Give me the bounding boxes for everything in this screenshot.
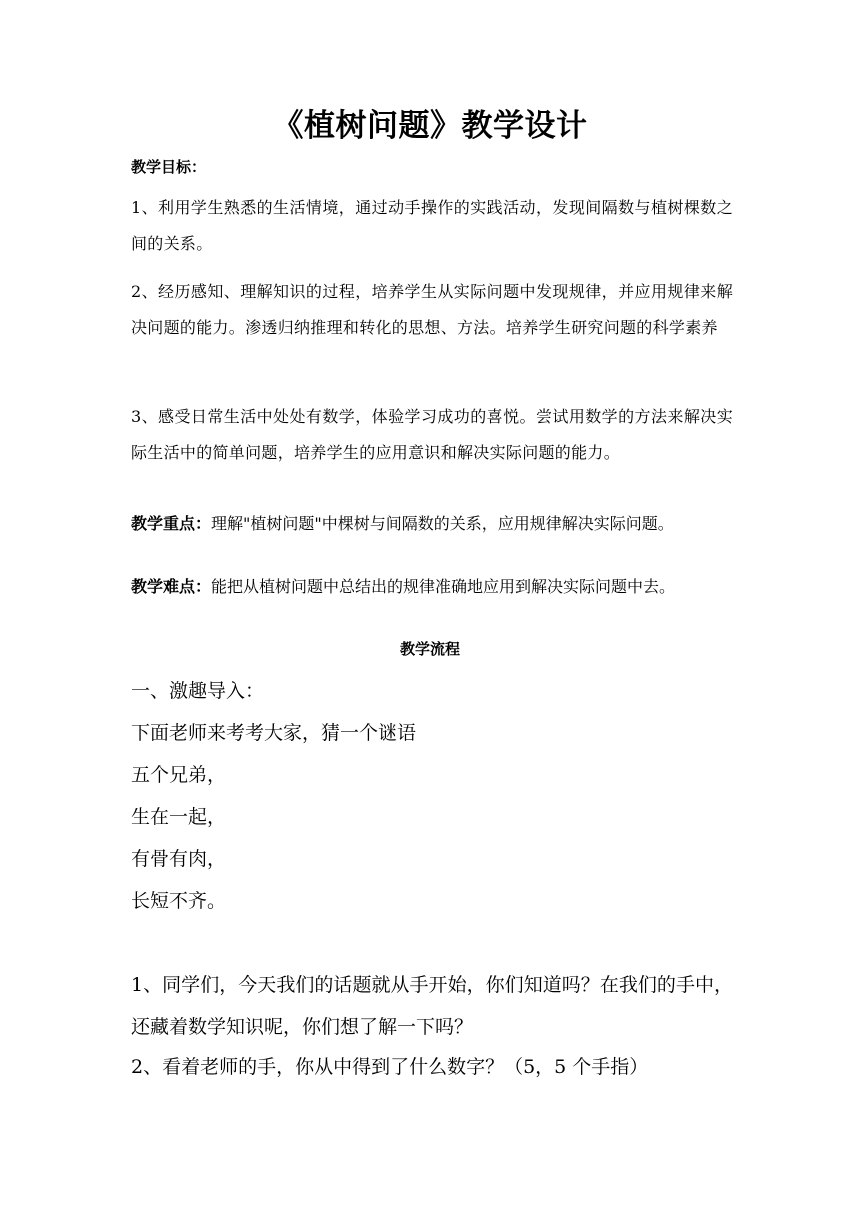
teaching-goals-heading: 教学目标： (131, 158, 207, 176)
teaching-goal-item: 1、利用学生熟悉的生活情境，通过动手操作的实践活动，发现间隔数与植树棵数之间的关系。 (131, 198, 733, 253)
key-point-text: 理解"植树问题"中棵树与间隔数的关系，应用规律解决实际问题。 (211, 514, 674, 533)
difficult-point-text: 能把从植树问题中总结出的规律准确地应用到解决实际问题中去。 (211, 577, 676, 596)
riddle-line: 五个兄弟， (131, 764, 227, 786)
flow-step: 1、同学们，今天我们的话题就从手开始，你们知道吗？在我们的手中，还藏着数学知识呢，你们想了解一下吗？ (131, 974, 733, 1038)
difficult-point-line (131, 575, 741, 599)
difficult-point-label: 教学难点： (131, 577, 212, 596)
key-point-label: 教学重点： (131, 514, 212, 533)
riddle-line: 长短不齐。 (131, 890, 227, 912)
riddle-line: 有骨有肉， (131, 848, 227, 870)
key-point-line (131, 512, 741, 536)
teaching-flow-heading: 教学流程 (399, 640, 460, 658)
document-title: 《植树问题》教学设计 (272, 108, 588, 144)
riddle-intro: 下面老师来考考大家，猜一个谜语 (131, 722, 417, 744)
flow-step: 2、看着老师的手，你从中得到了什么数字？（5，5 个手指） (131, 1056, 649, 1078)
riddle-line: 生在一起， (131, 806, 227, 828)
section-title: 一、激趣导入： (131, 680, 265, 702)
teaching-goal-item: 2、经历感知、理解知识的过程，培养学生从实际问题中发现规律，并应用规律来解决问题的能力。渗透归纳推理和转化的思想、方法。培养学生研究问题的科学素养 (131, 282, 733, 337)
teaching-goal-item: 3、感受日常生活中处处有数学，体验学习成功的喜悦。尝试用数学的方法来解决实际生活中的简单问题，培养学生的应用意识和解决实际问题的能力。 (131, 407, 733, 462)
